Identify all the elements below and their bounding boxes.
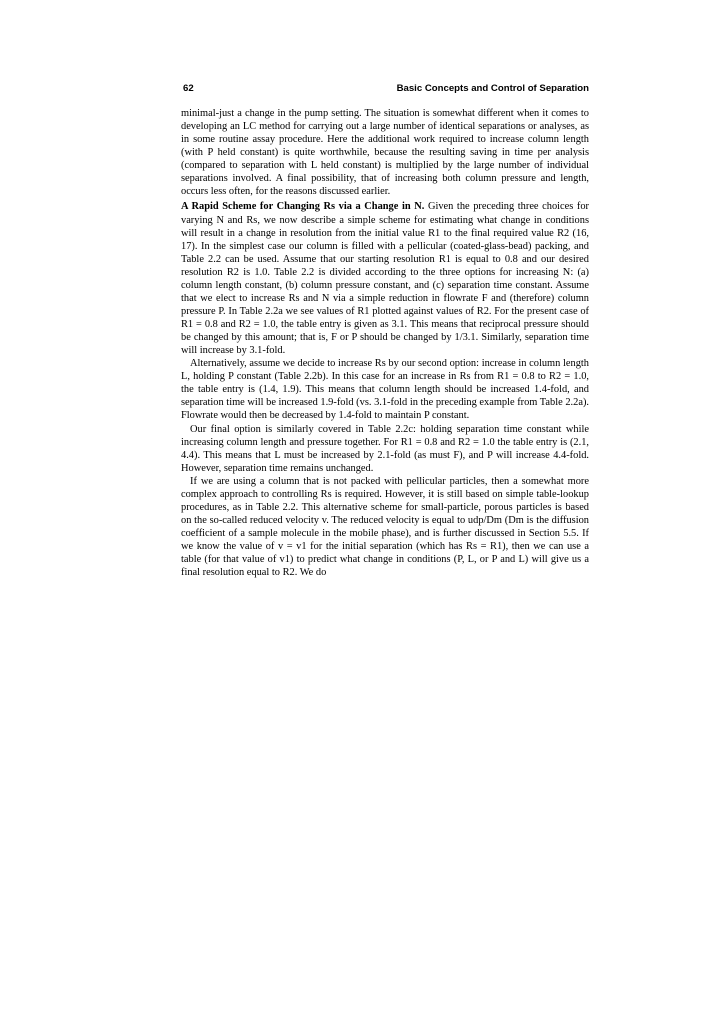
paragraph-4: Our final option is similarly covered in Table 2.2c: holding separation time constant while increasing column length and pressure together. For R1 = 0.8 and R2 = 1.0 the table entry is (2.1, 4.4). This means that L must be increased by 2.1-fold (as must F), and P will increase 4.4-fold. However, separation time remains unchanged. [181, 423, 589, 474]
paragraph-2 [181, 200, 589, 357]
paragraph-3: Alternatively, assume we decide to increase Rs by our second option: increase in column length L, holding P constant (Table 2.2b). In this case for an increase in Rs from R1 = 0.8 to R2 = 1.0, the table entry is (1.4, 1.9). This means that column length should be increased 1.4-fold, and separation time will be increased 1.9-fold (vs. 3.1-fold in the preceding example from Table 2.2a). Flowrate would then be decreased by 1.4-fold to maintain P constant. [181, 358, 589, 422]
page-number: 62 [183, 83, 194, 94]
paragraph-2-text: Given the preceding three choices for varying N and Rs, we now describe a simple scheme for estimating what change in conditions will result in a change in resolution from the initial value R1 to the final required value R2 (16, 17). In the simplest case our column is filled with a pellicular (coated-glass-bead) packing, and Table 2.2 can be used. Assume that our starting resolution R1 is equal to 0.8 and our desired resolution R2 is 1.0. Table 2.2 is divided according to the three options for increasing N: (a) column length constant, (b) column pressure constant, and (c) separation time constant. Assume that we elect to increase Rs and N via a simple reduction in flowrate F and (therefore) column pressure P. In Table 2.2a we see values of R1 plotted against values of R2. For the present case of R1 = 0.8 and R2 = 1.0, the table entry is given as 3.1. This means that reciprocal pressure should be changed by this amount; that is, F or P should be changed by 1/3.1. Similarly, separation time will increase by 3.1-fold. [181, 201, 590, 357]
running-title: Basic Concepts and Control of Separation [396, 83, 589, 94]
runin-heading: A Rapid Scheme for Changing Rs via a Change in N. [181, 201, 425, 213]
body-text [181, 107, 589, 579]
paragraph-1: minimal-just a change in the pump setting. The situation is somewhat different when it comes to developing an LC method for carrying out a large number of identical separations or analyses, as in some routine assay procedure. Here the additional work required to increase column length (with P held constant) is quite worthwhile, because the resulting saving in time per analysis (compared to separation with L held constant) is multiplied by the large number of individual separations involved. A final possibility, that of increasing both column pressure and length, occurs less often, for the reasons discussed earlier. [181, 108, 589, 198]
running-header [183, 83, 589, 97]
paragraph-5: If we are using a column that is not packed with pellicular particles, then a somewhat more complex approach to controlling Rs is required. However, it is still based on simple table-lookup procedures, as in Table 2.2. This alternative scheme for small-particle, porous particles is based on the so-called reduced velocity v. The reduced velocity is equal to udp/Dm (Dm is the diffusion coefficient of a sample molecule in the mobile phase), and is further discussed in Section 5.5. If we know the value of v = v1 for the initial separation (which has Rs = R1), then we can use a table (for that value of v1) to predict what change in conditions (P, L, or P and L) will give us a final resolution equal to R2. We do [181, 475, 589, 579]
book-page [181, 83, 589, 579]
